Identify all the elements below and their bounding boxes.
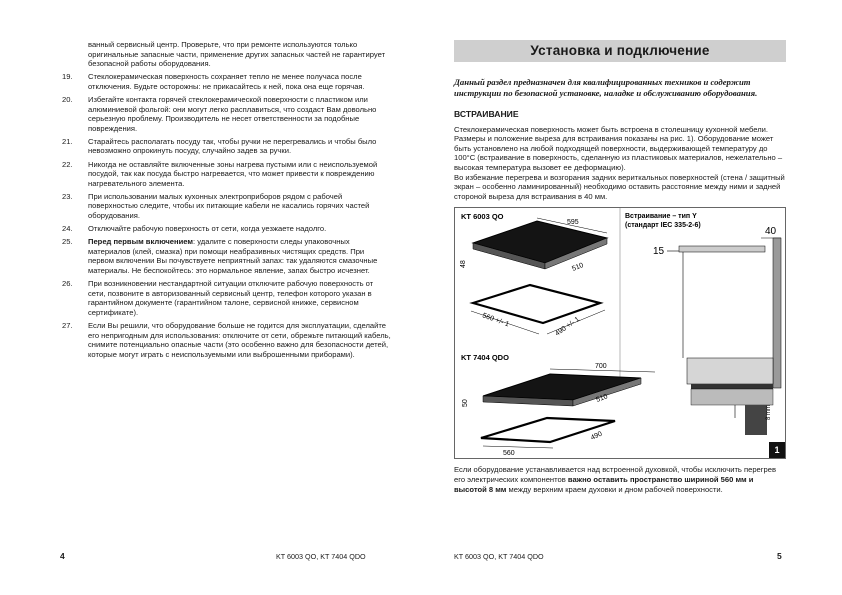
item-text: Стеклокерамическая поверхность сохраняет тепло не менее получаса после отключения. Будьте осторожны: не прикасайтесь к ней, пока она еще горячая.	[88, 72, 365, 91]
body-paragraph: Стеклокерамическая поверхность может быть встроена в столешницу кухонной мебели. Размеры и положение выреза для встраивания показаны на рис. 1). Оборудование может быть установлено на любой подходящей поверхности, выдерживающей температуру до 100°С (встраивание в поверхность, сделанную из пластиковых материалов, нежелательно – высокая температура вызовет ее деформацию).	[454, 124, 783, 172]
hob-body	[691, 389, 773, 405]
back-wall	[773, 238, 781, 388]
item-text: При использовании малых кухонных электроприборов рядом с рабочей поверхностью следите, чтобы их питающие кабели не касались горячих частей оборудования.	[88, 191, 370, 220]
figure-number: 1	[769, 442, 785, 458]
list-item	[62, 279, 392, 317]
oven-note-bold: важно оставить пространство шириной 560 мм и высотой 8 мм	[454, 474, 754, 494]
countertop-section	[687, 358, 773, 384]
item-number: 21.	[62, 136, 73, 146]
installation-figure	[454, 207, 786, 459]
rear-gap-label: 40	[765, 226, 777, 238]
list-item	[62, 224, 392, 234]
item-number: 25.	[62, 237, 73, 247]
item-text: Отключайте рабочую поверхность от сети, когда уезжаете надолго.	[88, 224, 327, 234]
item-number: 19.	[62, 72, 73, 82]
item-text: : удалите с поверхности следы упаковочных материалов (клей, смазка) при помощи неабразивных чистящих средств. При первом включении Вы почувствуете неприятный запах: так удаляются смазочные материалы. Не беспокойтесь: это нормальное явление, запах быстро исчезнет.	[88, 237, 378, 275]
body-paragraph: Во избежание перегрева и возгорания задних вериткальных поверхностей (стена / защитный экран – особенно ламинированный) необходимо оставить расстояние между ними и задней стороной выреза для встраивания в 40 мм.	[454, 172, 785, 201]
side-gap-label: 15	[653, 246, 665, 258]
oven-note-text: Если оборудование устанавливается над встроенной духовкой, чтобы исключить перегрев его электрических компонентов	[454, 465, 777, 484]
item-text: Избегайте контакта горячей стеклокерамической поверхности с пластиком или алюминиевой фольгой: они могут легко расплавиться, что создаст Вам довольно серьезную проблему. Производитель не несет ответственности за подобные повреждения.	[88, 94, 377, 133]
oven-top	[745, 405, 767, 435]
dim2-height: 50	[462, 399, 469, 408]
item-text: Старайтесь располагать посуду так, чтобы ручки не перегревались и чтобы было невозможно опрокинуть посуду, случайно задев за ручки.	[88, 136, 377, 156]
model2-label: KT 7404 QDO	[461, 353, 509, 363]
dim1-cut-depth: 490 +/- 1	[554, 316, 581, 338]
page-title: Установка и подключение	[530, 43, 710, 59]
item-number: 23.	[62, 191, 73, 201]
item-number: 20.	[62, 94, 73, 104]
dim2-depth: 510	[595, 393, 609, 405]
item-text: Если Вы решили, что оборудование больше не годится для эксплуатации, сделайте его непригодным для использования: отключите от сети, обрежьте питающий кабель, снимите потенциально опасные части (это особенно важно для безопасности детей, которые могут играть с неиспользуемыми или выброшенными приборами).	[88, 320, 391, 359]
item-number: 24.	[62, 224, 73, 234]
item-number: 22.	[62, 159, 73, 169]
item-bold-text: Перед первым включением	[88, 237, 194, 247]
dim1-width: 595	[567, 219, 579, 227]
installation-diagram	[455, 208, 785, 458]
worktop	[679, 246, 765, 252]
hob1-top	[473, 221, 607, 263]
standard-label: (стандарт IEC 335-2-6)	[625, 222, 701, 230]
dim2-width: 700	[595, 363, 607, 371]
bottom-gap-label: 8 mm	[766, 405, 772, 421]
dim2-cut-depth: 490	[589, 430, 604, 443]
hob-glass-edge	[691, 384, 773, 389]
section-heading: ВСТРАИВАНИЕ	[454, 109, 519, 119]
item-text: При возникновении нестандартной ситуации отключите рабочую поверхность от сети, позвоните в авторизованный сервисный центр, телефон которого указан в гарантийном документе (гарантийном талоне, сервисной книжке, сервисном сертификате).	[88, 279, 374, 317]
dim2-cut-width: 560	[503, 450, 515, 458]
install-type-label: Встраивание – тип Y	[625, 213, 697, 221]
list-item	[62, 237, 392, 275]
item-number: 27.	[62, 320, 73, 330]
footer-left: KT 6003 QO, KT 7404 QDO	[276, 552, 366, 561]
page-number-right: 5	[777, 551, 782, 561]
section-banner	[454, 40, 786, 62]
right-column	[454, 40, 786, 494]
dim1-cut-width: 560 +/- 1	[481, 312, 510, 329]
footer-right: KT 6003 QO, KT 7404 QDO	[454, 552, 544, 561]
left-column	[62, 40, 392, 359]
list-item	[62, 137, 392, 156]
intro-paragraph: ванный сервисный центр. Проверьте, что при ремонте используются только оригинальные запасные части, применение других запасных частей не гарантирует безопасной работы оборудования.	[88, 40, 386, 69]
dim1-depth: 510	[571, 262, 585, 274]
oven-note-end: между верхним краем духовки и дном рабочей поверхности.	[506, 484, 723, 494]
page-number-left: 4	[60, 551, 65, 561]
list-item	[62, 321, 392, 359]
lead-paragraph: Данный раздел предназначен для квалифицированных техников и содержит инструкции по безопасной установке, наладке и обслуживанию оборудования.	[454, 77, 758, 98]
list-item	[62, 192, 392, 221]
item-number: 26.	[62, 279, 73, 289]
list-item	[62, 72, 392, 91]
list-item	[62, 95, 392, 133]
list-item	[62, 160, 392, 189]
oven-note	[454, 465, 786, 494]
model1-label: KT 6003 QO	[461, 212, 504, 222]
item-text: Никогда не оставляйте включенные зоны нагрева пустыми или с неиспользуемой посудой, так как посуда быстро нагревается, что может привести к повреждению нагревательного элемента.	[88, 159, 378, 188]
dim1-height: 48	[460, 260, 467, 269]
